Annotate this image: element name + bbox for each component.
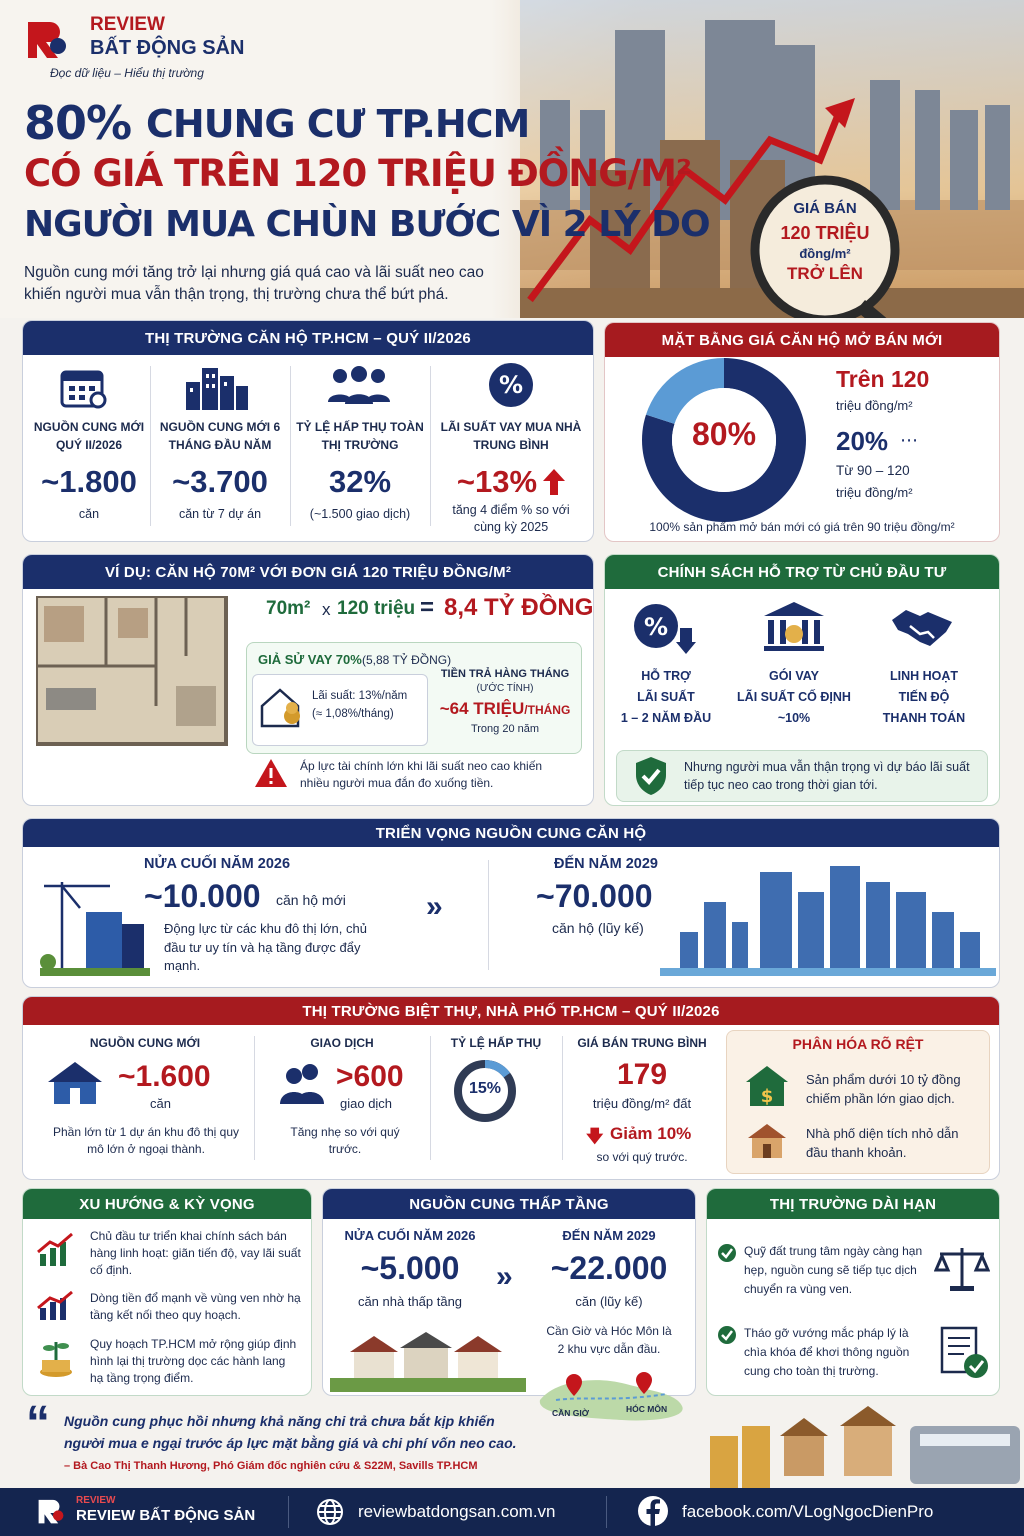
house-icon <box>46 1060 104 1111</box>
double-chevron-icon: » <box>426 890 443 923</box>
lowrise-unit-2: căn (lũy kế) <box>575 1294 643 1309</box>
percent-icon <box>488 362 534 413</box>
villa-trans-unit: giao dịch <box>340 1096 393 1111</box>
policy-line: LÃI SUẤT <box>637 690 695 704</box>
growth-chart-icon <box>36 1232 76 1273</box>
policy-note: Nhưng người mua vẫn thận trọng vì dự báo lãi suất tiếp tục neo cao trong thời gian tới. <box>684 760 970 792</box>
policy-item-interest <box>618 666 714 729</box>
house-money-icon <box>260 688 304 733</box>
headline-line2: CÓ GIÁ TRÊN 120 TRIỆU ĐỒNG/M² <box>24 152 692 195</box>
svg-text:%: % <box>643 613 669 641</box>
money-plant-icon <box>36 1338 76 1383</box>
segment-a-unit: triệu đồng/m² <box>836 398 913 413</box>
pay-value: ~64 TRIỆU <box>439 699 525 718</box>
longterm-item-2: Tháo gỡ vướng mắc pháp lý là chìa khóa để khơi thông nguồn cung cho toàn thị trường. <box>744 1326 910 1378</box>
policy-line: HỖ TRỢ <box>641 669 691 683</box>
handshake-icon <box>890 602 956 653</box>
stat-absorption <box>296 418 424 523</box>
calc-equals: = <box>420 594 435 621</box>
price-level-title: MẶT BẰNG GIÁ CĂN HỘ MỞ BÁN MỚI <box>605 323 999 357</box>
villa-trans-note: Tăng nhẹ so với quý trước. <box>290 1125 400 1156</box>
brand-name: BẤT ĐỘNG SẢN <box>90 37 245 59</box>
price-level-note: 100% sản phẩm mở bán mới có giá trên 90 triệu đồng/m² <box>649 520 955 534</box>
headline-intro: Nguồn cung mới tăng trở lại nhưng giá quá cao và lãi suất neo cao khiến người mua vẫn thận trọng, thị trường chưa thể bứt phá. <box>24 264 484 303</box>
scale-icon <box>934 1244 990 1297</box>
quote-author: – Bà Cao Thị Thanh Hương, Phó Giám đốc nghiên cứu & S22M, Savills TP.HCM <box>64 1460 478 1472</box>
villa-supply-unit: căn <box>150 1096 171 1111</box>
trend-item-3: Quy hoạch TP.HCM mở rộng giúp định hình lại thị trường dọc các hành lang hạ tầng trọng điểm. <box>90 1337 297 1385</box>
policy-item-fixed-loan <box>730 666 858 729</box>
stat-sub: (~1.500 giao dịch) <box>309 507 411 521</box>
townhouses-image <box>330 1322 526 1397</box>
svg-text:%: % <box>498 371 524 399</box>
percent-down-icon <box>632 602 696 661</box>
people-icon <box>326 366 392 411</box>
stat-value: ~13% <box>456 464 538 499</box>
trend-title: XU HƯỚNG & KỲ VỌNG <box>23 1189 311 1219</box>
stat-sub: tăng 4 điểm % so với cùng kỳ 2025 <box>452 503 570 534</box>
diff-item-2: Nhà phố diện tích nhỏ dẫn đầu thanh khoản. <box>806 1126 959 1160</box>
price-tag-l1: GIÁ BÁN <box>793 200 857 217</box>
map-image <box>536 1370 684 1427</box>
outlook-unit-1: căn hộ mới <box>276 892 346 908</box>
price-tag <box>760 200 890 284</box>
lowrise-value-2: ~22.000 <box>550 1250 668 1286</box>
policy-title: CHÍNH SÁCH HỖ TRỢ TỪ CHỦ ĐẦU TƯ <box>605 555 999 589</box>
outlook-desc-1: Động lực từ các khu đô thị lớn, chủ đầu tư uy tín và hạ tầng được đẩy mạnh. <box>164 921 367 973</box>
warning-text: Áp lực tài chính lớn khi lãi suất neo cao khiến nhiều người mua đắn đo xuống tiền. <box>300 759 543 790</box>
diff-title: PHÂN HÓA RÕ RỆT <box>792 1036 924 1052</box>
map-label-hocmon: HÓC MÔN <box>626 1404 668 1414</box>
policy-line: GÓI VAY <box>768 669 820 683</box>
pay-unit: /THÁNG <box>524 703 571 717</box>
villa-supply-value: ~1.600 <box>118 1060 211 1093</box>
price-tag-l4: TRỞ LÊN <box>787 264 863 283</box>
double-chevron-icon-2: » <box>496 1260 513 1293</box>
lowrise-value-1: ~5.000 <box>360 1250 460 1286</box>
policy-line: LINH HOẠT <box>889 669 959 683</box>
segment-b-label: Từ 90 – 120 <box>836 463 910 478</box>
segment-b-unit: triệu đồng/m² <box>836 485 913 500</box>
policy-line: LÃI SUẤT CỐ ĐỊNH <box>737 690 851 704</box>
payment-box <box>434 668 576 735</box>
footer-brand: REVIEW BẤT ĐỘNG SẢN <box>76 1507 256 1524</box>
stat-supply-h1 <box>156 418 284 523</box>
stat-label: NGUỒN CUNG MỚI 6 THÁNG ĐẦU NĂM <box>159 420 281 452</box>
stat-value: 32% <box>328 464 392 499</box>
outlook-unit-2: căn hộ (lũy kế) <box>552 920 644 936</box>
headline-number: 80% <box>24 96 132 150</box>
segment-b-value: 20% <box>836 426 889 456</box>
brand-tagline: Đọc dữ liệu – Hiểu thị trường <box>50 66 204 80</box>
example-title: VÍ DỤ: CĂN HỘ 70M² VỚI ĐƠN GIÁ 120 TRIỆU ĐỒNG/M² <box>23 555 593 589</box>
policy-line: ~10% <box>777 711 811 725</box>
lowrise-title: NGUỒN CUNG THẤP TẦNG <box>323 1189 695 1219</box>
skyline-towers-image <box>660 862 996 981</box>
map-label-cangio: CẦN GIỜ <box>552 1408 590 1418</box>
stat-sub: căn từ 7 dự án <box>178 507 262 521</box>
rate-line1: Lãi suất: 13%/năm <box>312 690 408 702</box>
villa-trans-label: GIAO DỊCH <box>310 1036 374 1050</box>
stat-label: TỶ LỆ HẤP THỤ TOÀN THỊ TRƯỜNG <box>296 420 424 452</box>
footer-logo-icon <box>36 1496 66 1531</box>
buildings-icon <box>184 364 250 415</box>
footer-brand-small: REVIEW <box>76 1495 116 1506</box>
outlook-period-1: NỬA CUỐI NĂM 2026 <box>144 856 291 872</box>
lowrise-note: Cần Giờ và Hóc Môn là 2 khu vực dẫn đầu. <box>546 1324 672 1356</box>
lowrise-unit-1: căn nhà thấp tầng <box>357 1294 463 1309</box>
arrow-down-icon: 🡇 <box>586 1127 604 1146</box>
stat-label: NGUỒN CUNG MỚI QUÝ II/2026 <box>33 420 145 452</box>
svg-text:$: $ <box>760 1086 774 1107</box>
villa-title: THỊ TRƯỜNG BIỆT THỰ, NHÀ PHỐ TP.HCM – QUÝ II/2026 <box>23 997 999 1025</box>
check-icon-2 <box>718 1326 736 1349</box>
villa-price-change: Giảm 10% <box>610 1124 692 1143</box>
stat-value: ~1.800 <box>41 464 137 499</box>
price-tag-l3: đồng/m² <box>799 246 851 261</box>
check-icon <box>718 1244 736 1267</box>
stat-sub: căn <box>78 507 100 521</box>
users-icon <box>278 1062 326 1111</box>
policy-line: THANH TOÁN <box>882 711 966 725</box>
trend-item-2: Dòng tiền đổ mạnh về vùng ven nhờ hạ tầng kết nối theo quy hoạch. <box>90 1291 301 1322</box>
outlook-title: TRIỂN VỌNG NGUỒN CUNG CĂN HỘ <box>23 819 999 847</box>
document-check-icon <box>940 1326 990 1385</box>
villa-price-note: so với quý trước. <box>596 1150 688 1164</box>
construction-building-icon <box>40 878 150 981</box>
globe-icon <box>316 1498 344 1531</box>
outlook-value-1: ~10.000 <box>144 878 261 914</box>
arrow-up-icon <box>543 469 565 495</box>
warning-icon <box>254 758 288 793</box>
brand-review: REVIEW <box>90 14 165 35</box>
loan-amount: (5,88 TỶ ĐỒNG) <box>362 653 452 667</box>
headline-line3: NGƯỜI MUA CHÙN BƯỚC VÌ 2 LÝ DO <box>24 204 710 245</box>
longterm-item-1: Quỹ đất trung tâm ngày càng hạn hẹp, nguồn cung sẽ tiếp tục dịch chuyển ra vùng ven. <box>744 1244 923 1296</box>
headline-line1: CHUNG CƯ TP.HCM <box>146 102 530 146</box>
calc-times: x <box>322 600 331 619</box>
villa-trans-value: >600 <box>336 1060 404 1093</box>
villa-price-unit: triệu đồng/m² đất <box>592 1096 692 1111</box>
lowrise-period-2: ĐẾN NĂM 2029 <box>562 1228 656 1243</box>
outlook-value-2: ~70.000 <box>536 878 653 914</box>
donut-center-label: 80% <box>691 416 757 452</box>
footer-facebook-link[interactable]: facebook.com/VLogNgocDienPro <box>682 1502 934 1521</box>
stat-value: ~3.700 <box>172 464 268 499</box>
calc-unit-price: 120 triệu <box>337 598 416 619</box>
facebook-icon <box>638 1496 668 1531</box>
villa-absorb-value: 15% <box>468 1080 502 1097</box>
logo-icon <box>24 16 70 62</box>
bank-icon <box>762 600 826 657</box>
price-tag-l2: 120 TRIỆU <box>780 223 870 243</box>
villa-price-value: 179 <box>616 1058 668 1091</box>
policy-line: TIẾN ĐỘ <box>898 690 950 704</box>
townhouse-icon <box>746 1122 788 1165</box>
outlook-period-2: ĐẾN NĂM 2029 <box>554 856 658 872</box>
stat-interest <box>436 418 586 536</box>
calendar-icon <box>60 366 110 415</box>
loan-label: GIẢ SỬ VAY 70% <box>258 652 362 667</box>
longterm-title: THỊ TRƯỜNG DÀI HẠN <box>707 1189 999 1219</box>
calc-area: 70m² <box>266 598 311 619</box>
floorplan-image <box>36 596 228 746</box>
diff-item-1: Sản phẩm dưới 10 tỷ đồng chiếm phần lớn giao dịch. <box>806 1072 961 1106</box>
lowrise-period-1: NỬA CUỐI NĂM 2026 <box>344 1228 476 1243</box>
quote-text: Nguồn cung phục hồi nhưng khả năng chi trả chưa bắt kịp khiến người mua e ngại trước áp lực mặt bằng giá và chi phí vốn neo cao. <box>64 1413 517 1451</box>
shield-check-icon <box>634 756 668 801</box>
pay-term: Trong 20 năm <box>470 723 540 735</box>
stat-label: LÃI SUẤT VAY MUA NHÀ TRUNG BÌNH <box>440 420 582 452</box>
policy-item-flexible <box>872 666 976 729</box>
trend-up-icon <box>36 1290 76 1327</box>
villa-price-label: GIÁ BÁN TRUNG BÌNH <box>577 1036 707 1050</box>
quote-mark-icon: “ <box>26 1397 50 1450</box>
coins-houses-image <box>700 1396 1024 1493</box>
dots-icon: ⋯ <box>900 430 918 450</box>
pay-est: (ƯỚC TÍNH) <box>476 683 534 694</box>
segment-a-label: Trên 120 <box>836 366 930 392</box>
stat-supply-q2 <box>30 418 148 523</box>
footer-website-link[interactable]: reviewbatdongsan.com.vn <box>358 1502 556 1521</box>
villa-supply-label: NGUỒN CUNG MỚI <box>89 1036 201 1050</box>
house-dollar-icon <box>744 1064 790 1113</box>
pay-label: TIỀN TRẢ HÀNG THÁNG <box>440 668 570 680</box>
policy-line: 1 – 2 NĂM ĐẦU <box>620 711 712 725</box>
villa-supply-note: Phần lớn từ 1 dự án khu đô thị quy mô lớn ở ngoại thành. <box>52 1125 240 1156</box>
rate-line2: (≈ 1,08%/tháng) <box>312 708 394 720</box>
market-title: THỊ TRƯỜNG CĂN HỘ TP.HCM – QUÝ II/2026 <box>23 321 593 355</box>
trend-item-1: Chủ đầu tư triển khai chính sách bán hàng linh hoạt: giãn tiến độ, vay lãi suất cố định. <box>90 1229 301 1277</box>
villa-absorb-label: TỶ LỆ HẤP THỤ <box>450 1036 542 1050</box>
calc-total: 8,4 TỶ ĐỒNG <box>444 594 594 621</box>
